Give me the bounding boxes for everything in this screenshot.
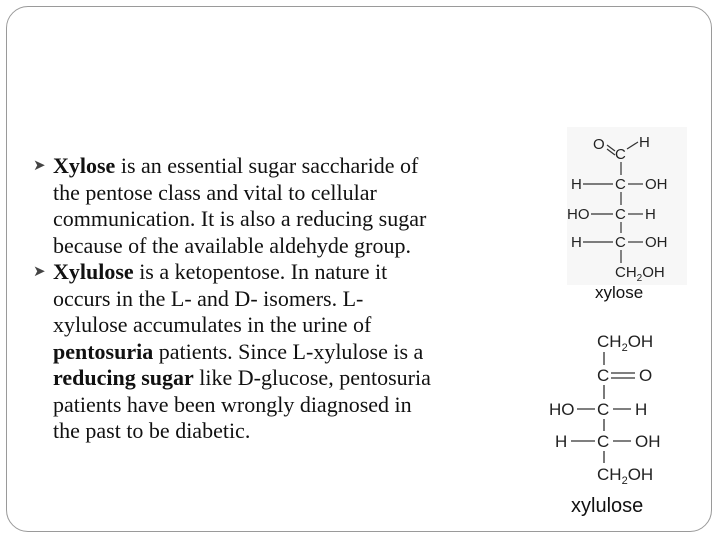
text-line (53, 153, 543, 180)
text-run: is a ketopentose. In nature it (133, 259, 388, 284)
xylose-diagram (567, 127, 687, 287)
text-run: patients have been wrongly diagnosed in (53, 391, 412, 417)
text-run: the past to be diabetic. (53, 418, 251, 443)
xylulose-caption: xylulose (571, 495, 644, 517)
xylulose-structure (545, 325, 695, 493)
xylose-row1-left: H (571, 176, 582, 193)
bullet-xylulose-text (53, 259, 543, 445)
text-line (53, 233, 543, 260)
xylulose-keto-o: O (639, 366, 653, 385)
xylulose-row2-right: OH (635, 432, 661, 451)
xylose-row2-right: H (645, 206, 656, 223)
xylose-row3-c: C (615, 234, 626, 251)
text-run: like D-glucose, pentosuria (193, 365, 431, 390)
xylulose-row1-left: HO (549, 400, 575, 419)
bold-term: reducing sugar (53, 365, 194, 390)
text-run: is an essential sugar saccharide of (115, 153, 419, 178)
bullet-xylose-text (53, 153, 543, 259)
text-line (53, 206, 543, 233)
body-text (23, 153, 543, 445)
xylose-row3-right: OH (645, 234, 668, 251)
text-line (53, 259, 543, 286)
text-run: xylulose accumulates in the urine of (53, 312, 372, 337)
xylose-row1-c: C (615, 176, 626, 193)
xylulose-diagram (545, 325, 695, 493)
xylose-row1-right: OH (645, 176, 668, 193)
text-line (53, 418, 543, 445)
xylulose-row2-left: H (555, 432, 568, 451)
bullet-arrow-icon: ➤ (33, 264, 46, 280)
text-run: communication. It is also a reducing sugar (53, 206, 427, 231)
xylulose-top: $CH_2OH$ (597, 332, 654, 354)
text-line (53, 339, 543, 366)
xylose-top-o: O (593, 136, 605, 153)
xylose-row3-left: H (571, 234, 582, 251)
xylose-row2-c: C (615, 206, 626, 223)
xylulose-bottom: $CH_2OH$ (597, 465, 654, 487)
xylulose-keto-c: C (597, 366, 610, 385)
text-line (53, 180, 543, 207)
text-run: the pentose class and vital to cellular (53, 179, 377, 205)
bold-term: Xylose (53, 153, 116, 178)
text-run: occurs in the L- and D- isomers. L- (53, 285, 364, 311)
bullet-arrow-icon: ➤ (33, 158, 46, 174)
xylose-caption: xylose (595, 283, 644, 302)
xylulose-row1-c: C (597, 400, 610, 419)
text-run: patients. Since L-xylulose is a (153, 338, 424, 364)
text-line (53, 392, 543, 419)
xylose-top-h: H (639, 134, 650, 151)
bullet-xylulose (23, 259, 543, 445)
bold-term: pentosuria (53, 338, 154, 364)
xylose-bottom: $CH_2OH$ (615, 264, 665, 284)
bullet-xylose (23, 153, 543, 259)
xylulose-row1-right: H (635, 400, 648, 419)
text-line (53, 365, 543, 392)
xylulose-row2-c: C (597, 432, 610, 451)
text-line (53, 286, 543, 313)
slide-frame (6, 6, 712, 532)
xylose-top-c: C (615, 146, 626, 163)
text-run: because of the available aldehyde group. (53, 232, 411, 258)
xylose-structure (567, 127, 687, 287)
xylose-row2-left: HO (567, 206, 590, 223)
bold-term: Xylulose (53, 259, 134, 284)
text-line (53, 312, 543, 339)
